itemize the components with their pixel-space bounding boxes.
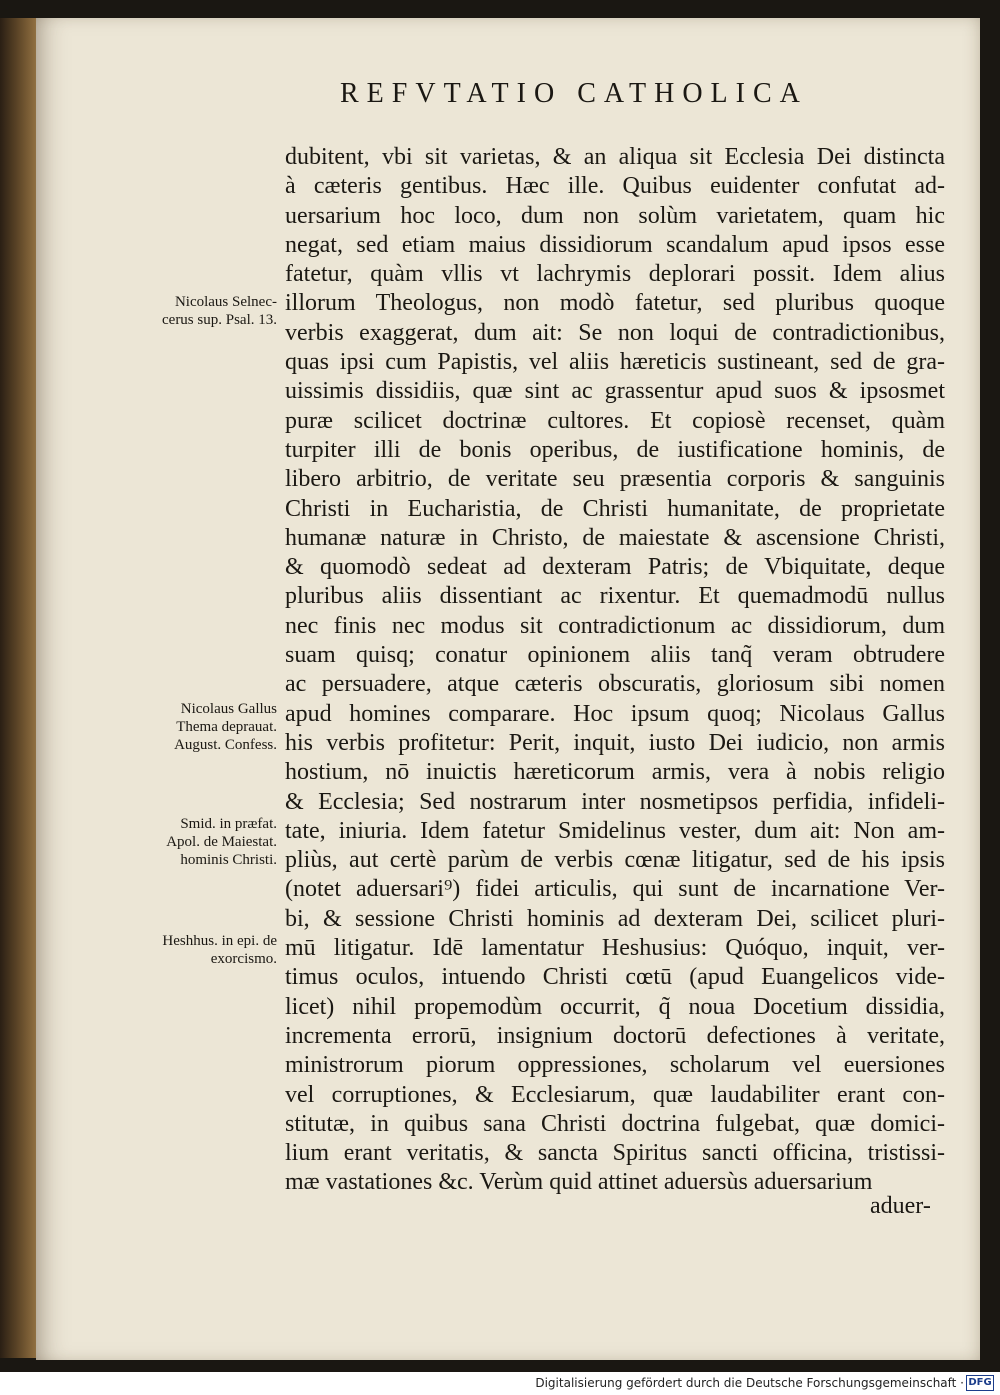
running-title: REFVTATIO CATHOLICA: [340, 78, 808, 109]
marginal-note-line: Thema deprauat.: [176, 719, 277, 735]
text-line: stitutæ, in quibus sana Christi doctrina fulgebat, quæ domici-: [285, 1110, 945, 1137]
funding-credit: Digitalisierung gefördert durch die Deutsche Forschungsgemeinschaft ·: [535, 1376, 964, 1390]
marginal-note-line: Nicolaus Gallus: [180, 701, 277, 717]
text-line: pluribus aliis dissentiant ac rixentur. Et quemadmodū nullus: [285, 583, 945, 610]
text-line: verbis exaggerat, dum ait: Se non loqui de contradictionibus,: [285, 319, 945, 346]
marginal-note-line: August. Confess.: [174, 737, 277, 753]
text-line: puræ scilicet doctrinæ cultores. Et copiosè recenset, quàm: [285, 407, 945, 434]
text-line: negat, sed etiam maius dissidiorum scandalum apud ipsos esse: [285, 231, 945, 258]
text-line: pliùs, aut certè parùm de verbis cœnæ litigatur, sed de his ipsis: [285, 847, 945, 874]
text-line: dubitent, vbi sit varietas, & an aliqua sit Ecclesia Dei distincta: [285, 144, 945, 170]
text-line: mū litigatur. Idē lamentatur Heshusius: Quóquo, inquit, ver-: [285, 935, 945, 962]
marginal-note-line: Apol. de Maiestat.: [166, 834, 277, 850]
text-line: quas ipsi cum Papistis, vel aliis hæreticis sustineant, sed de gra-: [285, 349, 945, 376]
marginal-note: [95, 815, 277, 869]
marginal-note-line: cerus sup. Psal. 13.: [162, 312, 277, 328]
body-text-block: [285, 143, 945, 1198]
text-line: fatetur, quàm vllis vt lachrymis deplorari possit. Idem alius: [285, 261, 945, 288]
text-line: uissimis dissidiis, quæ sint ac grassentur apud suos & ipsosmet: [285, 378, 945, 405]
text-line: ac persuadere, atque cæteris obscuratis, gloriosum sibi nomen: [285, 671, 945, 698]
text-line: (notet aduersari⁹) fidei articulis, qui sunt de incarnatione Ver-: [285, 876, 945, 903]
marginal-note-line: Heshhus. in epi. de: [162, 933, 277, 949]
text-line: illorum Theologus, non modò fatetur, sed pluribus quoque: [285, 290, 945, 317]
text-line: ministrorum piorum oppressiones, scholarum vel euersiones: [285, 1052, 945, 1079]
marginal-note-line: hominis Christi.: [180, 852, 277, 868]
text-line: suam quisq; conatur opinionem aliis tanq̃ veram obtrudere: [285, 642, 945, 669]
text-line: incrementa errorū, insignium doctorū defectiones à veritate,: [285, 1022, 945, 1049]
text-line: mæ vastationes &c. Verùm quid attinet aduersùs aduersarium: [285, 1169, 873, 1196]
text-line: vel corruptiones, & Ecclesiarum, quæ laudabiliter erant con-: [285, 1081, 945, 1108]
marginal-note: [95, 700, 277, 754]
catchword: aduer-: [870, 1193, 931, 1219]
marginal-note: [95, 932, 277, 968]
text-line: his verbis profitetur: Perit, inquit, iusto Dei iudicio, non armis: [285, 729, 945, 756]
text-line: turpiter illi de bonis operibus, de iustificatione hominis, de: [285, 436, 945, 463]
text-line: uersarium hoc loco, dum non solùm varietatem, quam hic: [285, 202, 945, 229]
text-line: tate, iniuria. Idem fatetur Smidelinus vester, dum ait: Non am-: [285, 817, 945, 844]
text-line: humanæ naturæ in Christo, de maiestate & ascensione Christi,: [285, 524, 945, 551]
marginal-note-line: exorcismo.: [210, 951, 277, 967]
text-line: apud homines comparare. Hoc ipsum quoq; Nicolaus Gallus: [285, 700, 945, 727]
text-line: bi, & sessione Christi hominis ad dexteram Dei, scilicet pluri-: [285, 905, 945, 932]
text-line: nec finis nec modus sit contradictionum ac dissidiorum, dum: [285, 612, 945, 639]
dfg-logo: DFG: [966, 1375, 994, 1391]
text-line: lium erant veritatis, & sancta Spiritus sancti officina, tristissi-: [285, 1140, 945, 1167]
text-line: timus oculos, intuendo Christi cœtū (apud Euangelicos vide-: [285, 964, 945, 991]
text-line: licet) nihil propemodùm occurrit, q̃ noua Docetium dissidia,: [285, 993, 945, 1020]
text-line: & quomodò sedeat ad dexteram Patris; de Vbiquitate, deque: [285, 554, 945, 581]
text-line: & Ecclesia; Sed nostrarum inter nosmetipsos perfidia, infideli-: [285, 788, 945, 815]
text-line: libero arbitrio, de veritate seu præsentia corporis & sanguinis: [285, 466, 945, 493]
marginal-note-line: Nicolaus Selnec-: [174, 294, 277, 310]
text-line: à cæteris gentibus. Hæc ille. Quibus euidenter confutat ad-: [285, 173, 945, 200]
text-line: Christi in Eucharistia, de Christi humanitate, de proprietate: [285, 495, 945, 522]
marginal-note-line: Smid. in præfat.: [180, 816, 277, 832]
text-line: hostium, nō inuictis hæreticorum armis, vera à nobis religio: [285, 759, 945, 786]
marginal-note: [95, 293, 277, 329]
